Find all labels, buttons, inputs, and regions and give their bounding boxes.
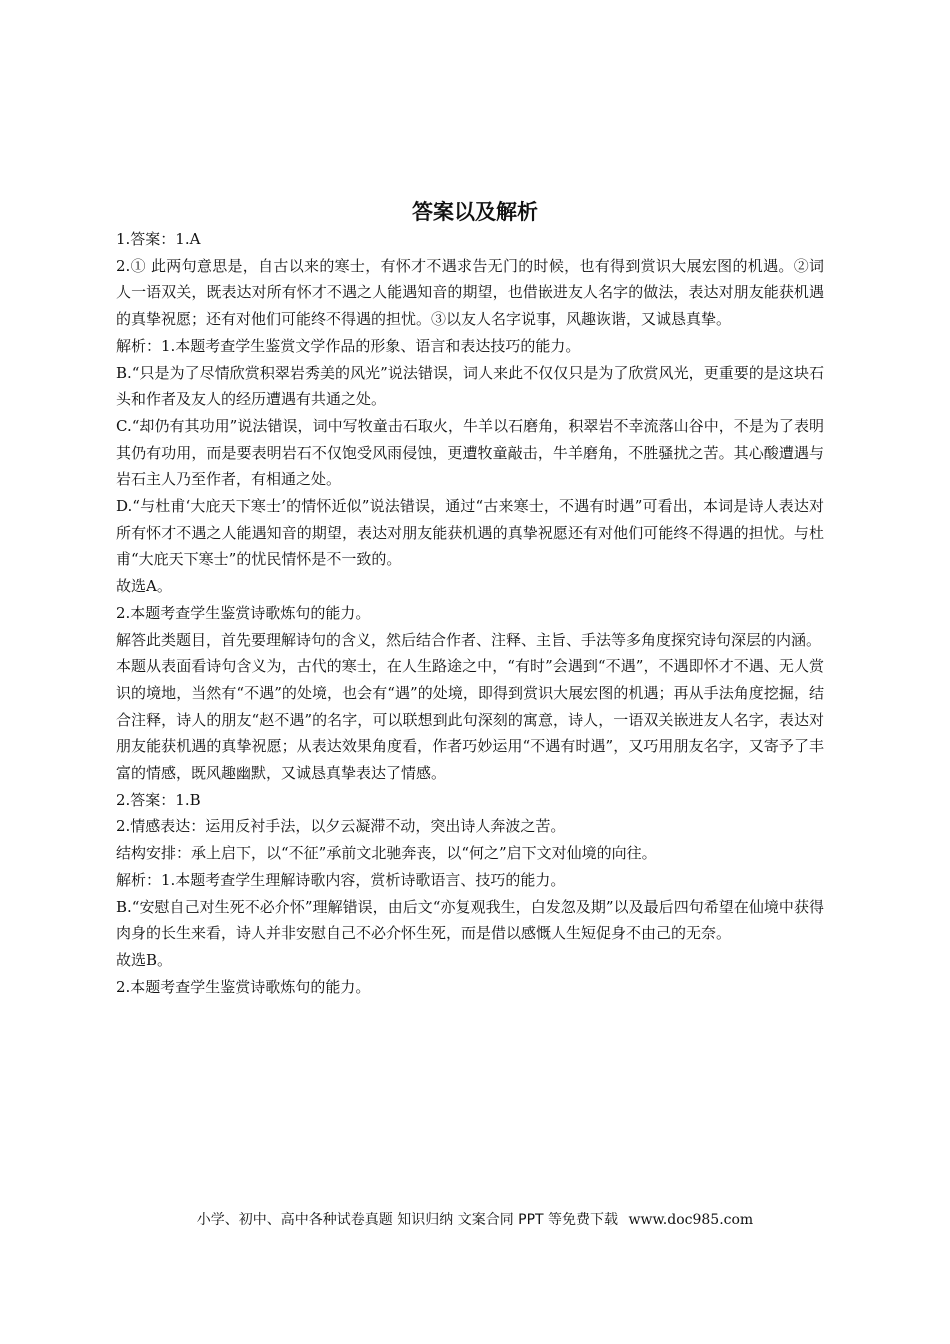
paragraph: B.“安慰自己对生死不必介怀”理解错误，由后文“亦复观我生，白发忽及期”以及最后四句希望在仙境中获得肉身的长生来看，诗人并非安慰自己不必介怀生死，而是借以感慨人生短促身不由己的无奈。	[116, 897, 824, 943]
paragraph: 1.答案：1.A	[116, 230, 201, 248]
paragraph: 本题从表面看诗句含义为，古代的寒士，在人生路途之中，“有时”会遇到“不遇”，不遇即怀才不遇、无人赏识的境地，当然有“不遇”的处境，也会有“遇”的处境，即得到赏识大展宏图的机遇；再从手法角度挖掘，结合注释，诗人的朋友“赵不遇”的名字，可以联想到此句深刻的寓意，诗人，一语双关嵌进友人名字，表达对朋友能获机遇的真挚祝愿；从表达效果角度看，作者巧妙运用“不遇有时遇”，又巧用朋友名字，又寄予了丰富的情感，既风趣幽默，又诚恳真挚表达了情感。	[116, 657, 824, 783]
paragraph: 2.本题考查学生鉴赏诗歌炼句的能力。	[116, 603, 371, 622]
paragraph: 解析：1.本题考查学生鉴赏文学作品的形象、语言和表达技巧的能力。	[116, 336, 581, 355]
answer-body	[116, 226, 824, 1000]
footer-url: www.doc985.com	[628, 1212, 754, 1228]
paragraph: D.“与杜甫‘大庇天下寒士’的情怀近似”说法错误，通过“古来寒士，不遇有时遇”可看出，本词是诗人表达对所有怀才不遇之人能遇知音的期望，表达对朋友能获机遇的真挚祝愿还有对他们可能终不得遇的担忧。与杜甫“大庇天下寒士”的忧民情怀是不一致的。	[116, 497, 824, 569]
paragraph: C.“却仍有其功用”说法错误，词中写牧童击石取火，牛羊以石磨角，积翠岩不幸流落山谷中，不是为了表明其仍有功用，而是要表明岩石不仅饱受风雨侵蚀，更遭牧童敲击，牛羊磨角，不胜骚扰之苦。其心酸遭遇与岩石主人乃至作者，有相通之处。	[116, 416, 824, 489]
paragraph: 2.答案：1.B	[116, 790, 201, 809]
paragraph: B.“只是为了尽情欣赏积翠岩秀美的风光”说法错误，词人来此不仅仅只是为了欣赏风光，更重要的是这块石头和作者及友人的经历遭遇有共通之处。	[116, 363, 824, 409]
paragraph: 2.情感表达：运用反衬手法，以夕云凝滞不动，突出诗人奔波之苦。	[116, 817, 566, 836]
paragraph: 解答此类题目，首先要理解诗句的含义，然后结合作者、注释、主旨、手法等多角度探究诗句深层的内涵。	[116, 630, 822, 649]
paragraph: 结构安排：承上启下，以“不征”承前文北驰奔丧，以“何之”启下文对仙境的向往。	[116, 844, 657, 863]
footer-text: 小学、初中、高中各种试卷真题 知识归纳 文案合同 PPT 等免费下载	[196, 1212, 619, 1228]
paragraph: 2.本题考查学生鉴赏诗歌炼句的能力。	[116, 977, 371, 996]
paragraph: 故选A。	[116, 577, 172, 596]
page-title: 答案以及解析	[412, 200, 538, 224]
paragraph: 解析：1.本题考查学生理解诗歌内容，赏析诗歌语言、技巧的能力。	[116, 870, 566, 889]
paragraph: 故选B。	[116, 950, 173, 969]
page-footer	[0, 1209, 950, 1231]
paragraph: 2.① 此两句意思是，自古以来的寒士，有怀才不遇求告无门的时候，也有得到赏识大展宏图的机遇。②词人一语双关，既表达对所有怀才不遇之人能遇知音的期望，也借嵌进友人名字的做法，表达对朋友能获机遇的真挚祝愿；还有对他们可能终不得遇的担忧。③以友人名字说事，风趣诙谐，又诚恳真挚。	[116, 256, 824, 329]
